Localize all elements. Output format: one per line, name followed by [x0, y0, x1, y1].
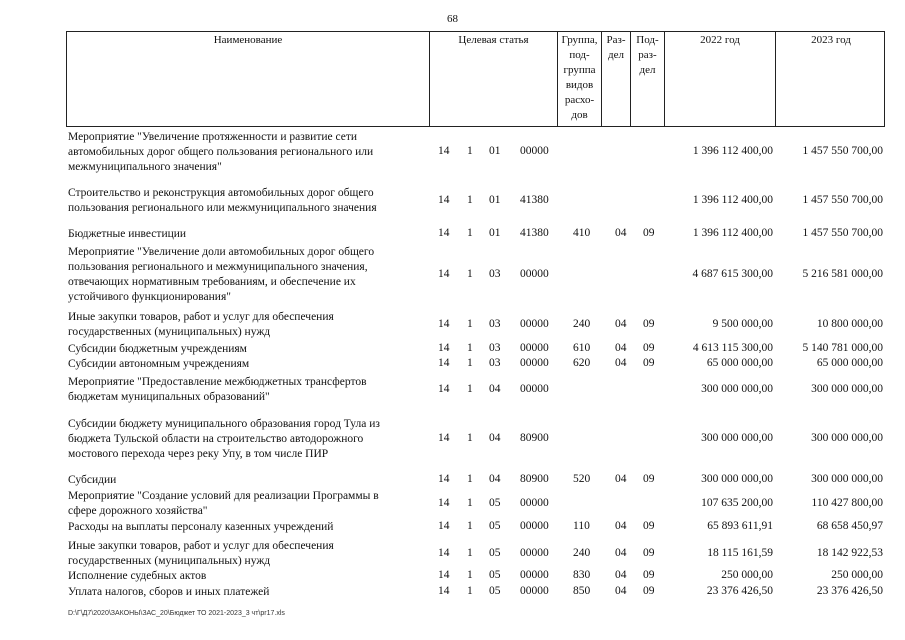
row-name-line: Субсидии бюджетным учреждениям — [68, 343, 247, 355]
target-code-3: 05 — [489, 496, 501, 509]
group-code: 520 — [573, 473, 591, 485]
amount-2022: 250 000,00 — [721, 569, 773, 581]
row-name-line: автомобильных дорог общего пользования регионального или — [68, 146, 374, 158]
target-code-3: 05 — [489, 520, 501, 532]
subsection-code: 09 — [643, 342, 655, 354]
amount-2022: 65 000 000,00 — [706, 357, 773, 369]
row-name — [68, 473, 423, 488]
amount-2022: 300 000 000,00 — [701, 382, 773, 395]
target-code-1: 14 — [438, 585, 450, 597]
row-name-line: Субсидии автономным учреждениям — [68, 358, 250, 370]
row-name — [68, 245, 423, 305]
target-code-1: 14 — [438, 546, 450, 559]
target-code-3: 05 — [489, 569, 501, 581]
target-code-1: 14 — [438, 227, 450, 239]
header-group — [557, 32, 601, 126]
amount-2022: 9 500 000,00 — [712, 317, 773, 330]
amount-2022: 23 376 426,50 — [706, 585, 773, 597]
amount-2023: 68 658 450,97 — [816, 520, 883, 532]
row-name-line: Расходы на выплаты персоналу казенных учреждений — [68, 521, 334, 533]
group-code: 240 — [573, 546, 591, 559]
target-code-2: 1 — [467, 546, 473, 559]
target-code-2: 1 — [467, 382, 473, 395]
header-line: дов — [571, 109, 588, 121]
target-code-4: 00000 — [520, 382, 549, 395]
row-name-line: отвечающих нормативным требованиям, и обеспечение их — [68, 276, 356, 288]
target-code-2: 1 — [467, 432, 473, 444]
target-code-3: 03 — [489, 342, 501, 354]
row-name-line: Бюджетные инвестиции — [68, 228, 187, 240]
target-code-3: 04 — [489, 432, 501, 444]
target-code-4: 00000 — [520, 357, 549, 369]
header-line: видов — [565, 79, 594, 91]
row-name — [68, 489, 423, 519]
row-name-line: Мероприятие "Предоставление межбюджетных трансфертов — [68, 376, 367, 388]
group-code: 610 — [573, 342, 591, 354]
target-code-4: 00000 — [520, 317, 549, 330]
target-code-4: 00000 — [520, 342, 549, 354]
target-code-1: 14 — [438, 145, 450, 157]
row-name — [68, 357, 423, 372]
target-code-3: 04 — [489, 382, 501, 395]
row-name-line: государственных (муниципальных) нужд — [68, 326, 271, 338]
group-code: 240 — [573, 317, 591, 330]
row-name-line: Строительство и реконструкция автомобильных дорог общего — [68, 187, 374, 199]
amount-2023: 10 800 000,00 — [816, 317, 883, 330]
amount-2023: 1 457 550 700,00 — [802, 145, 883, 157]
row-name-line: Субсидии — [68, 474, 117, 486]
row-name — [68, 539, 423, 569]
row-name-line: сфере дорожного хозяйства" — [68, 505, 208, 517]
section-code: 04 — [615, 317, 627, 330]
target-code-2: 1 — [467, 496, 473, 509]
target-code-3: 05 — [489, 546, 501, 559]
file-path-footer: D:\Г\Д7\2020\ЗАКОНЫ\ЗАС_20\Бюджет ТО 2021-2023_3 чт\pr17.xls — [68, 610, 285, 617]
target-code-4: 80900 — [520, 432, 549, 444]
amount-2023: 250 000,00 — [831, 569, 883, 581]
section-code: 04 — [615, 342, 627, 354]
target-code-3: 01 — [489, 145, 501, 157]
row-name — [68, 417, 423, 462]
row-name-line: Иные закупки товаров, работ и услуг для обеспечения — [68, 311, 334, 323]
amount-2022: 4 613 115 300,00 — [692, 342, 773, 354]
row-name-line: Мероприятие "Увеличение протяженности и развитие сети — [68, 131, 358, 143]
row-name-line: Мероприятие "Создание условий для реализации Программы в — [68, 490, 379, 502]
subsection-code: 09 — [643, 569, 655, 581]
row-name-line: устойчивого функционирования" — [68, 291, 231, 303]
row-name-line: мостового перехода через реку Упу, в том числе ПИР — [68, 448, 329, 460]
amount-2023: 1 457 550 700,00 — [802, 193, 883, 206]
row-name-line: Исполнение судебных актов — [68, 570, 207, 582]
amount-2023: 5 216 581 000,00 — [802, 267, 883, 280]
target-code-3: 03 — [489, 267, 501, 280]
target-code-1: 14 — [438, 569, 450, 581]
header-target: Целевая статья — [429, 32, 557, 126]
target-code-4: 00000 — [520, 496, 549, 509]
amount-2022: 107 635 200,00 — [701, 496, 773, 509]
target-code-3: 04 — [489, 473, 501, 485]
target-code-1: 14 — [438, 317, 450, 330]
subsection-code: 09 — [643, 585, 655, 597]
section-code: 04 — [615, 520, 627, 532]
target-code-3: 03 — [489, 317, 501, 330]
row-name-line: государственных (муниципальных) нужд — [68, 555, 271, 567]
table-header — [66, 31, 885, 127]
row-name — [68, 569, 423, 584]
target-code-3: 01 — [489, 193, 501, 206]
amount-2022: 4 687 615 300,00 — [692, 267, 773, 280]
target-code-3: 01 — [489, 227, 501, 239]
target-code-4: 41380 — [520, 193, 549, 206]
target-code-2: 1 — [467, 569, 473, 581]
amount-2022: 300 000 000,00 — [701, 473, 773, 485]
header-name: Наименование — [213, 34, 283, 46]
amount-2023: 110 427 800,00 — [811, 496, 883, 509]
header-line: дел — [608, 49, 624, 61]
group-code: 830 — [573, 569, 591, 581]
target-code-2: 1 — [467, 357, 473, 369]
target-code-4: 00000 — [520, 145, 549, 157]
amount-2023: 18 142 922,53 — [816, 546, 883, 559]
subsection-code: 09 — [643, 520, 655, 532]
target-code-1: 14 — [438, 357, 450, 369]
header-line: Под- — [636, 34, 659, 46]
target-code-2: 1 — [467, 193, 473, 206]
target-code-2: 1 — [467, 585, 473, 597]
amount-2022: 300 000 000,00 — [701, 432, 773, 444]
header-line: дел — [639, 64, 656, 76]
amount-2023: 1 457 550 700,00 — [802, 227, 883, 239]
target-code-1: 14 — [438, 193, 450, 206]
amount-2022: 1 396 112 400,00 — [692, 193, 773, 206]
amount-2022: 65 893 611,91 — [707, 520, 773, 532]
row-name-line: Мероприятие "Увеличение доли автомобильных дорог общего — [68, 246, 375, 258]
row-name — [68, 375, 423, 405]
section-code: 04 — [615, 227, 627, 239]
header-line: под- — [569, 49, 590, 61]
target-code-2: 1 — [467, 227, 473, 239]
row-name — [68, 310, 423, 340]
section-code: 04 — [615, 569, 627, 581]
subsection-code: 09 — [643, 317, 655, 330]
group-code: 110 — [573, 520, 590, 532]
header-subsection — [630, 32, 664, 126]
group-code: 850 — [573, 585, 591, 597]
header-line: раз- — [638, 49, 657, 61]
row-name-line: бюджета Тульской области на строительство автодорожного — [68, 433, 364, 445]
amount-2022: 18 115 161,59 — [707, 546, 773, 559]
row-name — [68, 520, 423, 535]
section-code: 04 — [615, 585, 627, 597]
target-code-4: 00000 — [520, 569, 549, 581]
section-code: 04 — [615, 546, 627, 559]
subsection-code: 09 — [643, 227, 655, 239]
header-line: группа — [563, 64, 596, 76]
target-code-4: 00000 — [520, 585, 549, 597]
row-name — [68, 186, 423, 216]
target-code-1: 14 — [438, 382, 450, 395]
page-number: 68 — [447, 13, 458, 25]
group-code: 410 — [573, 227, 591, 239]
amount-2023: 300 000 000,00 — [811, 382, 883, 395]
amount-2023: 65 000 000,00 — [816, 357, 883, 369]
amount-2023: 300 000 000,00 — [811, 473, 883, 485]
target-code-3: 05 — [489, 585, 501, 597]
target-code-1: 14 — [438, 473, 450, 485]
target-code-2: 1 — [467, 267, 473, 280]
target-code-2: 1 — [467, 473, 473, 485]
amount-2023: 5 140 781 000,00 — [802, 342, 883, 354]
subsection-code: 09 — [643, 357, 655, 369]
target-code-4: 00000 — [520, 520, 549, 532]
group-code: 620 — [573, 357, 591, 369]
target-code-1: 14 — [438, 432, 450, 444]
amount-2022: 1 396 112 400,00 — [692, 227, 773, 239]
row-name-line: пользования регионального и межмуниципального значения, — [68, 261, 368, 273]
section-code: 04 — [615, 473, 627, 485]
row-name — [68, 585, 423, 600]
header-year-2023: 2023 год — [775, 32, 886, 126]
target-code-4: 00000 — [520, 267, 549, 280]
target-code-1: 14 — [438, 342, 450, 354]
target-code-2: 1 — [467, 342, 473, 354]
subsection-code: 09 — [643, 546, 655, 559]
row-name — [68, 130, 423, 175]
header-line: Раз- — [606, 34, 626, 46]
target-code-1: 14 — [438, 496, 450, 509]
header-year-2022: 2022 год — [664, 32, 775, 126]
row-name-line: бюджетам муниципальных образований" — [68, 391, 270, 403]
row-name-line: межмуниципального значения" — [68, 161, 222, 173]
target-code-2: 1 — [467, 520, 473, 532]
row-name — [68, 342, 423, 357]
target-code-2: 1 — [467, 145, 473, 157]
header-line: Группа, — [561, 34, 598, 46]
header-section — [601, 32, 630, 126]
row-name-line: Уплата налогов, сборов и иных платежей — [68, 586, 270, 598]
target-code-4: 00000 — [520, 546, 549, 559]
amount-2023: 23 376 426,50 — [816, 585, 883, 597]
target-code-4: 41380 — [520, 227, 549, 239]
row-name-line: Иные закупки товаров, работ и услуг для обеспечения — [68, 540, 334, 552]
target-code-3: 03 — [489, 357, 501, 369]
subsection-code: 09 — [643, 473, 655, 485]
amount-2022: 1 396 112 400,00 — [692, 145, 773, 157]
row-name — [68, 227, 423, 242]
target-code-2: 1 — [467, 317, 473, 330]
target-code-1: 14 — [438, 267, 450, 280]
row-name-line: пользования регионального или межмуниципального значения — [68, 202, 377, 214]
target-code-4: 80900 — [520, 473, 549, 485]
amount-2023: 300 000 000,00 — [811, 432, 883, 444]
target-code-1: 14 — [438, 520, 450, 532]
section-code: 04 — [615, 357, 627, 369]
header-line: расхо- — [564, 94, 595, 106]
row-name-line: Субсидии бюджету муниципального образования город Тула из — [68, 418, 380, 430]
